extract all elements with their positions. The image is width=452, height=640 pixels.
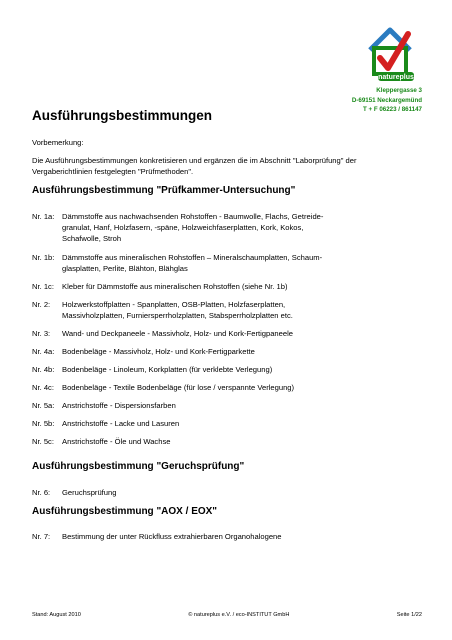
natureplus-logo <box>362 20 422 82</box>
entry-text: Bestimmung der unter Rückfluss extrahierbaren Organohalogene <box>62 532 282 541</box>
section-list-geruchspruefung <box>32 487 422 498</box>
entry-line: Kleber für Dämmstoffe aus mineralischen Rohstoffen (siehe Nr. 1b) <box>62 282 288 291</box>
entry-number: Nr. 7: <box>32 532 51 541</box>
list-item <box>32 252 422 274</box>
entry-number: Nr. 4c: <box>32 383 54 392</box>
list-item <box>32 531 422 542</box>
intro-paragraph: Die Ausführungsbestimmungen konkretisieren und ergänzen die im Abschnitt "Laborprüfung" der Vergaberichtlinien festgelegten "Prüfmethoden". <box>32 156 357 176</box>
entry-number: Nr. 4a: <box>32 347 55 356</box>
entry-number: Nr. 5b: <box>32 419 55 428</box>
entry-text <box>62 299 422 321</box>
page-footer <box>32 612 422 618</box>
list-item <box>32 211 422 244</box>
entry-line: Dämmstoffe aus mineralischen Rohstoffen – Mineralschaumplatten, Schaum- <box>62 253 323 262</box>
entry-text: Anstrichstoffe - Lacke und Lasuren <box>62 419 180 428</box>
entry-text <box>62 281 422 292</box>
entry-text: Anstrichstoffe - Öle und Wachse <box>62 437 171 446</box>
entry-text <box>62 211 422 244</box>
entry-number: Nr. 4b: <box>32 365 55 374</box>
entry-line: granulat, Hanf, Holzfasern, -späne, Holzweichfaserplatten, Kork, Kokos, <box>62 223 304 232</box>
section-list-pruefkammer <box>32 211 422 447</box>
section-title-geruchspruefung: Ausführungsbestimmung "Geruchsprüfung" <box>32 461 245 472</box>
section-list-aox-eox <box>32 531 422 542</box>
entry-line: glasplatten, Perlite, Blähton, Blähglas <box>62 264 188 273</box>
entry-line: Massivholzplatten, Furniersperrholzplatten, Stabsperrholzplatten etc. <box>62 311 293 320</box>
list-item <box>32 281 422 292</box>
list-item <box>32 382 422 393</box>
logo-brand: natureplus <box>378 74 414 81</box>
entry-number: Nr. 6: <box>32 488 51 497</box>
address-phone: T + F 06223 / 861147 <box>363 106 422 114</box>
entry-number: Nr. 2: <box>32 300 51 309</box>
address-city: D-69151 Neckargemünd <box>351 96 422 104</box>
entry-text: Bodenbeläge - Massivholz, Holz- und Kork-Fertigparkette <box>62 347 255 356</box>
company-address <box>352 86 422 115</box>
entry-text: Anstrichstoffe - Dispersionsfarben <box>62 401 176 410</box>
address-street: Kleppergasse 3 <box>376 87 422 94</box>
entry-line: Dämmstoffe aus nachwachsenden Rohstoffen - Baumwolle, Flachs, Getreide- <box>62 212 324 221</box>
footer-date: Stand: August 2010 <box>32 612 81 618</box>
footer-page-number: Seite 1/22 <box>396 612 422 618</box>
list-item <box>32 328 422 339</box>
entry-number: Nr. 1a: <box>32 212 55 221</box>
entry-number: Nr. 5a: <box>32 401 55 410</box>
list-item <box>32 436 422 447</box>
entry-line: Holzwerkstoffplatten - Spanplatten, OSB-Platten, Holzfaserplatten, <box>62 300 286 309</box>
section-title-pruefkammer: Ausführungsbestimmung "Prüfkammer-Untersuchung" <box>32 185 296 196</box>
section-title-aox-eox: Ausführungsbestimmung "AOX / EOX" <box>32 506 218 517</box>
page-title: Ausführungsbestimmungen <box>32 108 213 123</box>
list-item <box>32 418 422 429</box>
entry-number: Nr. 3: <box>32 329 51 338</box>
entry-line: Schafwolle, Stroh <box>62 234 122 243</box>
list-item <box>32 487 422 498</box>
entry-text <box>62 252 422 274</box>
entry-text: Wand- und Deckpaneele - Massivholz, Holz- und Kork-Fertigpaneele <box>62 329 294 338</box>
footer-copyright: © natureplus e.V. / eco-INSTITUT GmbH <box>188 612 290 618</box>
entry-text: Bodenbeläge - Textile Bodenbeläge (für lose / verspannte Verlegung) <box>62 383 295 392</box>
list-item <box>32 299 422 321</box>
entry-number: Nr. 5c: <box>32 437 54 446</box>
list-item <box>32 364 422 375</box>
list-item <box>32 346 422 357</box>
entry-text: Bodenbeläge - Linoleum, Korkplatten (für verklebte Verlegung) <box>62 365 273 374</box>
entry-text: Geruchsprüfung <box>62 488 117 497</box>
preface-label: Vorbemerkung: <box>32 138 84 147</box>
entry-number: Nr. 1b: <box>32 253 55 262</box>
list-item <box>32 400 422 411</box>
entry-number: Nr. 1c: <box>32 282 54 291</box>
